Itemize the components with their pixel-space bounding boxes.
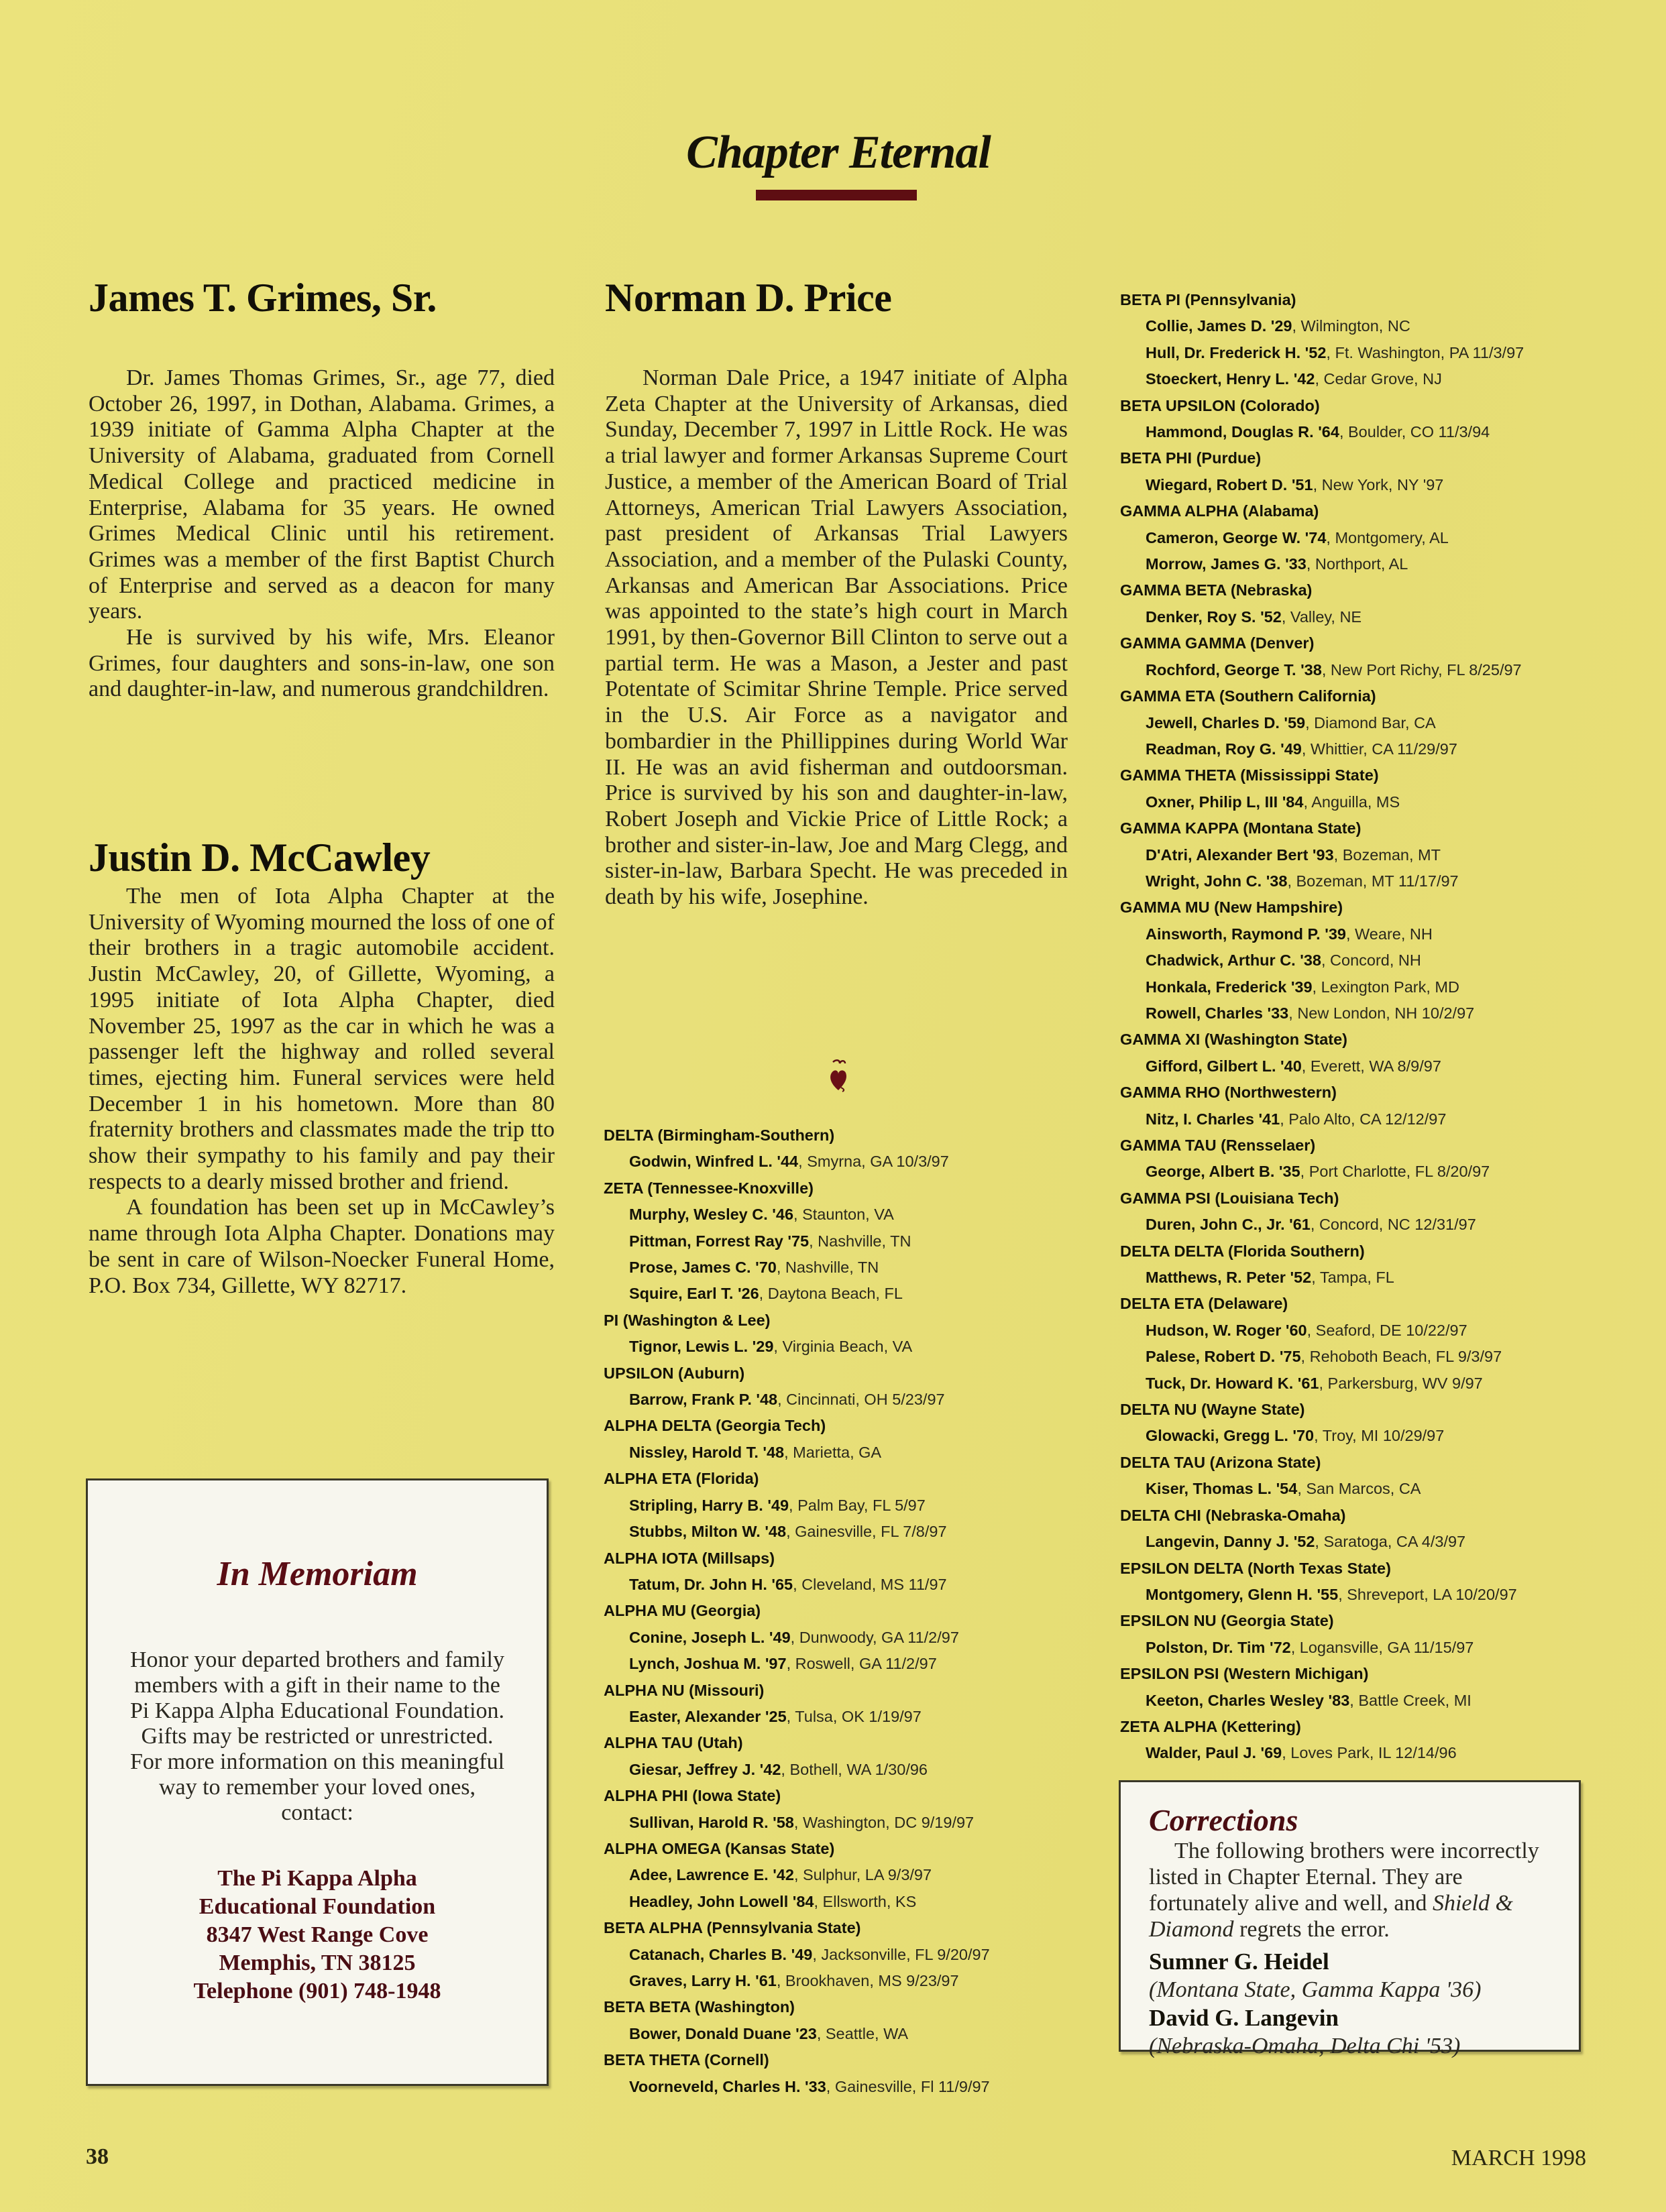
member-name: Oxner, Philip L, III '84 bbox=[1146, 793, 1304, 811]
list-item bbox=[1120, 710, 1590, 736]
list-item bbox=[1120, 947, 1590, 974]
member-name: Hull, Dr. Frederick H. '52 bbox=[1146, 343, 1327, 361]
member-location-date: , Dunwoody, GA 11/2/97 bbox=[790, 1628, 959, 1646]
obituary-body-price bbox=[605, 365, 1068, 911]
member-name: Morrow, James G. '33 bbox=[1146, 555, 1307, 573]
list-item bbox=[604, 1942, 1073, 1968]
list-item bbox=[604, 1889, 1073, 1915]
obituary-heading-mccawley: Justin D. McCawley bbox=[89, 835, 431, 880]
member-name: Polston, Dr. Tim '72 bbox=[1146, 1638, 1291, 1656]
page-title: Chapter Eternal bbox=[686, 127, 991, 178]
member-name: Pittman, Forrest Ray '75 bbox=[629, 1232, 810, 1250]
list-item bbox=[1120, 1476, 1590, 1502]
member-name: Godwin, Winfred L. '44 bbox=[629, 1153, 799, 1171]
member-location-date: , Weare, NH bbox=[1345, 925, 1433, 943]
member-name: Tatum, Dr. John H. '65 bbox=[629, 1575, 793, 1593]
member-location-date: , Troy, MI 10/29/97 bbox=[1314, 1427, 1445, 1445]
chapter-heading: BETA BETA (Washington) bbox=[604, 1998, 795, 2016]
list-item bbox=[1120, 868, 1590, 894]
member-location-date: , Cedar Grove, NJ bbox=[1315, 370, 1442, 388]
list-item bbox=[604, 1493, 1073, 1519]
list-item bbox=[604, 1704, 1073, 1730]
chapter-eternal-list-middle bbox=[604, 1122, 1073, 2100]
chapter-heading: DELTA (Birmingham-Southern) bbox=[604, 1126, 835, 1144]
member-name: Murphy, Wesley C. '46 bbox=[629, 1206, 794, 1224]
list-item bbox=[1120, 1740, 1590, 1766]
member-name: Prose, James C. '70 bbox=[629, 1259, 777, 1277]
member-name: George, Albert B. '35 bbox=[1146, 1163, 1300, 1181]
member-name: Langevin, Danny J. '52 bbox=[1146, 1533, 1315, 1551]
member-name: Squire, Earl T. '26 bbox=[629, 1285, 759, 1303]
list-item bbox=[604, 1149, 1073, 1175]
list-item bbox=[1120, 1159, 1590, 1185]
list-item bbox=[1120, 525, 1590, 551]
member-location-date: , Logansville, GA 11/15/97 bbox=[1290, 1638, 1474, 1656]
member-location-date: , Rehoboth Beach, FL 9/3/97 bbox=[1300, 1348, 1502, 1366]
member-location-date: , Concord, NC 12/31/97 bbox=[1310, 1216, 1476, 1234]
member-name: Palese, Robert D. '75 bbox=[1146, 1348, 1301, 1366]
chapter-heading: BETA PHI (Purdue) bbox=[1120, 449, 1262, 467]
chapter-heading: ALPHA MU (Georgia) bbox=[604, 1602, 761, 1620]
in-memoriam-title: In Memoriam bbox=[217, 1555, 418, 1593]
member-location-date: , Smyrna, GA 10/3/97 bbox=[798, 1153, 949, 1171]
list-item bbox=[604, 1862, 1073, 1888]
member-location-date: , Battle Creek, MI bbox=[1349, 1691, 1471, 1709]
chapter-heading: GAMMA TAU (Rensselaer) bbox=[1120, 1137, 1316, 1154]
list-item bbox=[1120, 736, 1590, 762]
member-name: Kiser, Thomas L. '54 bbox=[1146, 1480, 1298, 1498]
member-name: Jewell, Charles D. '59 bbox=[1146, 713, 1306, 732]
member-location-date: , New York, NY '97 bbox=[1313, 475, 1444, 493]
member-location-date: , Bozeman, MT 11/17/97 bbox=[1287, 872, 1459, 890]
member-location-date: , Brookhaven, MS 9/23/97 bbox=[776, 1972, 959, 1989]
member-location-date: , Ellsworth, KS bbox=[814, 1892, 917, 1910]
member-location-date: , Staunton, VA bbox=[793, 1206, 894, 1224]
member-location-date: , Jacksonville, FL 9/20/97 bbox=[812, 1945, 990, 1963]
list-item bbox=[1120, 313, 1590, 339]
member-location-date: , Saratoga, CA 4/3/97 bbox=[1315, 1533, 1466, 1551]
list-item bbox=[1120, 551, 1590, 577]
member-location-date: , Tampa, FL bbox=[1311, 1269, 1394, 1287]
heart-ornament-icon bbox=[825, 1058, 852, 1093]
list-item bbox=[1120, 1053, 1590, 1080]
member-name: Nitz, I. Charles '41 bbox=[1146, 1110, 1280, 1128]
obituary-paragraph: The men of Iota Alpha Chapter at the University of Wyoming mourned the loss of one of their brothers in a tragic automobile accident. Justin McCawley, 20, of Gillette, Wyoming, a 1995 initiate of Iota Alpha Chapter, died November 25, 1997 as the car in which he was a passenger left the highway and rolled several times, ejecting him. Funeral services were held December 1 in his hometown. More than 80 fraternity brothers and classmates made the trip tto show their sympathy to his family and pay their respects to a dearly missed brother and friend. bbox=[89, 884, 555, 1194]
member-location-date: , Boulder, CO 11/3/94 bbox=[1339, 423, 1490, 441]
member-location-date: , San Marcos, CA bbox=[1297, 1480, 1421, 1498]
list-item bbox=[1120, 1318, 1590, 1344]
list-item bbox=[1120, 1582, 1590, 1608]
list-item bbox=[1120, 842, 1590, 868]
list-item bbox=[1120, 1688, 1590, 1714]
member-location-date: , Wilmington, NC bbox=[1292, 317, 1410, 335]
list-item bbox=[604, 1255, 1073, 1281]
publication-name: Shield & Diamond bbox=[1149, 1891, 1513, 1942]
member-name: Duren, John C., Jr. '61 bbox=[1146, 1216, 1311, 1234]
chapter-heading: UPSILON (Auburn) bbox=[604, 1364, 745, 1382]
member-location-date: , Diamond Bar, CA bbox=[1305, 713, 1436, 732]
chapter-heading: GAMMA THETA (Mississippi State) bbox=[1120, 766, 1379, 784]
chapter-heading: DELTA DELTA (Florida Southern) bbox=[1120, 1242, 1365, 1260]
list-item bbox=[1120, 1635, 1590, 1661]
chapter-heading: EPSILON PSI (Western Michigan) bbox=[1120, 1665, 1369, 1683]
chapter-heading: DELTA CHI (Nebraska-Omaha) bbox=[1120, 1506, 1346, 1524]
list-item bbox=[1120, 340, 1590, 366]
member-location-date: , New London, NH 10/2/97 bbox=[1288, 1004, 1475, 1022]
list-item bbox=[604, 1968, 1073, 1994]
chapter-heading: GAMMA BETA (Nebraska) bbox=[1120, 581, 1313, 599]
list-item bbox=[1120, 1265, 1590, 1291]
member-name: Collie, James D. '29 bbox=[1146, 317, 1292, 335]
correction-detail: (Nebraska-Omaha, Delta Chi '53) bbox=[1149, 2034, 1461, 2058]
obituary-paragraph: Norman Dale Price, a 1947 initiate of Alpha Zeta Chapter at the University of Arkansas, died Sunday, December 7, 1997 in Little Rock. He was a trial lawyer and former Arkansas Supreme Court Justice, a member of the American Board of Trial Attorneys, American Trial Lawyers Association, past president of Arkansas Trial Lawyers Association, and a member of the Pulaski County, Arkansas and American Bar Associations. Price was appointed to the state’s high court in March 1991, by then-Governor Bill Clinton to serve out a partial term. He was a Mason, a Jester and past Potentate of Scimitar Shrine Temple. Price served in the U.S. Air Force as a navigator and bombardier in the Phillippines during World War II. He was an avid fisherman and outdoorsman. Price is survived by his son and daughter-in-law, Robert Joseph and Vickie Price of Little Rock; a brother and sister-in-law, Joe and Marg Clegg, and sister-in-law, Barbara Specht. He was preceded in death by his wife, Josephine. bbox=[605, 365, 1068, 910]
member-location-date: , Roswell, GA 11/2/97 bbox=[786, 1655, 937, 1673]
member-name: Conine, Joseph L. '49 bbox=[629, 1628, 791, 1646]
list-item bbox=[604, 1625, 1073, 1651]
member-name: Giesar, Jeffrey J. '42 bbox=[629, 1760, 781, 1778]
list-item bbox=[1120, 1423, 1590, 1449]
chapter-heading: ALPHA IOTA (Millsaps) bbox=[604, 1549, 775, 1567]
list-item bbox=[1120, 789, 1590, 815]
list-item bbox=[604, 1228, 1073, 1255]
member-name: Headley, John Lowell '84 bbox=[629, 1892, 814, 1910]
member-location-date: , Cincinnati, OH 5/23/97 bbox=[777, 1391, 945, 1409]
chapter-heading: EPSILON NU (Georgia State) bbox=[1120, 1612, 1334, 1630]
member-name: Keeton, Charles Wesley '83 bbox=[1146, 1691, 1350, 1709]
member-location-date: , Marietta, GA bbox=[784, 1443, 882, 1461]
member-name: Matthews, R. Peter '52 bbox=[1146, 1269, 1312, 1287]
contact-org-line: The Pi Kappa Alpha bbox=[217, 1866, 417, 1891]
member-name: Rochford, George T. '38 bbox=[1146, 660, 1322, 679]
member-location-date: , Nashville, TN bbox=[776, 1259, 879, 1277]
chapter-heading: ALPHA TAU (Utah) bbox=[604, 1734, 743, 1752]
chapter-heading: ALPHA ETA (Florida) bbox=[604, 1470, 759, 1488]
member-name: D'Atri, Alexander Bert '93 bbox=[1146, 846, 1334, 864]
list-item bbox=[1120, 974, 1590, 1000]
chapter-heading: BETA UPSILON (Colorado) bbox=[1120, 396, 1320, 414]
contact-org-line: Educational Foundation bbox=[199, 1894, 436, 1919]
chapter-heading: GAMMA XI (Washington State) bbox=[1120, 1031, 1347, 1049]
chapter-heading: GAMMA ETA (Southern California) bbox=[1120, 687, 1376, 705]
corrections-box bbox=[1119, 1780, 1581, 2058]
obituary-heading-price: Norman D. Price bbox=[605, 276, 892, 320]
list-item bbox=[604, 2074, 1073, 2100]
chapter-heading: GAMMA ALPHA (Alabama) bbox=[1120, 502, 1319, 520]
list-item bbox=[604, 1572, 1073, 1598]
chapter-heading: PI (Washington & Lee) bbox=[604, 1311, 771, 1329]
list-item bbox=[1120, 921, 1590, 947]
member-name: Readman, Roy G. '49 bbox=[1146, 740, 1302, 758]
corrections-title: Corrections bbox=[1149, 1803, 1298, 1837]
member-location-date: , Loves Park, IL 12/14/96 bbox=[1282, 1744, 1457, 1762]
member-location-date: , Palm Bay, FL 5/97 bbox=[789, 1496, 926, 1514]
foundation-contact bbox=[88, 1865, 547, 2005]
list-item bbox=[1120, 472, 1590, 498]
chapter-heading: DELTA ETA (Delaware) bbox=[1120, 1295, 1288, 1313]
obituary-heading-grimes: James T. Grimes, Sr. bbox=[89, 276, 437, 320]
list-item bbox=[604, 1757, 1073, 1783]
member-location-date: , Seattle, WA bbox=[816, 2024, 909, 2042]
chapter-heading: EPSILON DELTA (North Texas State) bbox=[1120, 1559, 1391, 1577]
list-item bbox=[604, 1519, 1073, 1545]
member-name: Stubbs, Milton W. '48 bbox=[629, 1523, 787, 1541]
member-location-date: , Whittier, CA 11/29/97 bbox=[1301, 740, 1457, 758]
member-name: Wiegard, Robert D. '51 bbox=[1146, 475, 1313, 493]
member-location-date: , Seaford, DE 10/22/97 bbox=[1307, 1321, 1467, 1339]
member-location-date: , Ft. Washington, PA 11/3/97 bbox=[1326, 343, 1524, 361]
member-name: Stripling, Harry B. '49 bbox=[629, 1496, 789, 1514]
member-location-date: , Everett, WA 8/9/97 bbox=[1301, 1057, 1441, 1075]
member-location-date: , Montgomery, AL bbox=[1326, 528, 1449, 546]
member-location-date: , Bothell, WA 1/30/96 bbox=[781, 1760, 928, 1778]
member-name: Montgomery, Glenn H. '55 bbox=[1146, 1585, 1339, 1603]
contact-telephone: Telephone (901) 748-1948 bbox=[193, 1979, 441, 2003]
chapter-heading: ZETA ALPHA (Kettering) bbox=[1120, 1717, 1301, 1735]
member-location-date: , Anguilla, MS bbox=[1303, 793, 1400, 811]
list-item bbox=[604, 1281, 1073, 1307]
list-item bbox=[1120, 419, 1590, 445]
list-item bbox=[604, 1334, 1073, 1360]
list-item bbox=[1120, 1000, 1590, 1027]
member-name: Sullivan, Harold R. '58 bbox=[629, 1813, 794, 1831]
member-name: Ainsworth, Raymond P. '39 bbox=[1146, 925, 1346, 943]
member-location-date: , Washington, DC 9/19/97 bbox=[793, 1813, 975, 1831]
member-location-date: , New Port Richy, FL 8/25/97 bbox=[1321, 660, 1522, 679]
member-name: Catanach, Charles B. '49 bbox=[629, 1945, 813, 1963]
chapter-heading: GAMMA KAPPA (Montana State) bbox=[1120, 819, 1362, 837]
correction-name: David G. Langevin bbox=[1149, 2005, 1339, 2031]
obituary-body-grimes bbox=[89, 365, 555, 703]
list-item bbox=[1120, 1371, 1590, 1397]
member-name: Rowell, Charles '33 bbox=[1146, 1004, 1289, 1022]
list-item bbox=[1120, 1106, 1590, 1132]
member-location-date: , Parkersburg, WV 9/97 bbox=[1319, 1374, 1483, 1392]
correction-detail: (Montana State, Gamma Kappa '36) bbox=[1149, 1977, 1482, 2002]
member-location-date: , Palo Alto, CA 12/12/97 bbox=[1280, 1110, 1447, 1128]
list-item bbox=[1120, 1529, 1590, 1555]
member-name: Graves, Larry H. '61 bbox=[629, 1972, 777, 1989]
member-name: Walder, Paul J. '69 bbox=[1146, 1744, 1282, 1762]
corrections-text: The following brothers were incorrectly listed in Chapter Eternal. They are fortunately alive and well, and Shield & Diamond regrets the error. bbox=[1149, 1839, 1539, 1942]
list-item bbox=[604, 1387, 1073, 1413]
member-name: Hammond, Douglas R. '64 bbox=[1146, 423, 1339, 441]
member-location-date: , Cleveland, MS 11/97 bbox=[793, 1575, 947, 1593]
member-location-date: , Nashville, TN bbox=[809, 1232, 911, 1250]
member-name: Cameron, George W. '74 bbox=[1146, 528, 1327, 546]
member-name: Barrow, Frank P. '48 bbox=[629, 1391, 778, 1409]
in-memoriam-box bbox=[86, 1478, 549, 2086]
member-location-date: , Bozeman, MT bbox=[1333, 846, 1441, 864]
member-location-date: , Valley, NE bbox=[1281, 607, 1362, 626]
member-name: Nissley, Harold T. '48 bbox=[629, 1443, 785, 1461]
member-name: Honkala, Frederick '39 bbox=[1146, 978, 1313, 996]
chapter-heading: DELTA TAU (Arizona State) bbox=[1120, 1453, 1321, 1471]
title-underline-bar bbox=[756, 190, 917, 200]
chapter-heading: GAMMA MU (New Hampshire) bbox=[1120, 898, 1343, 917]
member-location-date: , Virginia Beach, VA bbox=[773, 1338, 913, 1356]
list-item bbox=[604, 1810, 1073, 1836]
member-name: Glowacki, Gregg L. '70 bbox=[1146, 1427, 1315, 1445]
member-location-date: , Tulsa, OK 1/19/97 bbox=[786, 1707, 922, 1725]
chapter-heading: ALPHA NU (Missouri) bbox=[604, 1681, 765, 1699]
member-name: Bower, Donald Duane '23 bbox=[629, 2024, 817, 2042]
list-item bbox=[1120, 657, 1590, 683]
chapter-heading: DELTA NU (Wayne State) bbox=[1120, 1401, 1305, 1419]
member-name: Wright, John C. '38 bbox=[1146, 872, 1288, 890]
obituary-paragraph: A foundation has been set up in McCawley’s name through Iota Alpha Chapter. Donations may be sent in care of Wilson-Noecker Funeral Home, P.O. Box 734, Gillette, WY 82717. bbox=[89, 1195, 555, 1298]
member-location-date: , Sulphur, LA 9/3/97 bbox=[793, 1866, 932, 1884]
chapter-heading: BETA ALPHA (Pennsylvania State) bbox=[604, 1919, 861, 1937]
member-name: Voorneveld, Charles H. '33 bbox=[629, 2077, 826, 2095]
obituary-paragraph: He is survived by his wife, Mrs. Eleanor Grimes, four daughters and sons-in-law, one son and daughter-in-law, and numerous grandchildren. bbox=[89, 625, 555, 702]
list-item bbox=[1120, 1212, 1590, 1238]
chapter-heading: ALPHA OMEGA (Kansas State) bbox=[604, 1839, 835, 1857]
member-name: Tignor, Lewis L. '29 bbox=[629, 1338, 774, 1356]
chapter-eternal-list-right bbox=[1120, 287, 1590, 1767]
page-number: 38 bbox=[86, 2144, 109, 2169]
member-name: Tuck, Dr. Howard K. '61 bbox=[1146, 1374, 1319, 1392]
chapter-heading: GAMMA PSI (Louisiana Tech) bbox=[1120, 1189, 1339, 1207]
chapter-heading: GAMMA RHO (Northwestern) bbox=[1120, 1084, 1337, 1102]
issue-date: MARCH 1998 bbox=[1451, 2146, 1586, 2170]
chapter-heading: ALPHA DELTA (Georgia Tech) bbox=[604, 1417, 826, 1435]
contact-address: 8347 West Range Cove bbox=[206, 1922, 429, 1947]
list-item bbox=[604, 1651, 1073, 1677]
member-location-date: , Gainesville, Fl 11/9/97 bbox=[826, 2077, 990, 2095]
member-location-date: , Daytona Beach, FL bbox=[759, 1285, 903, 1303]
obituary-body-mccawley bbox=[89, 884, 555, 1299]
member-name: Lynch, Joshua M. '97 bbox=[629, 1655, 787, 1673]
list-item bbox=[604, 1440, 1073, 1466]
list-item bbox=[604, 2021, 1073, 2047]
member-name: Adee, Lawrence E. '42 bbox=[629, 1866, 794, 1884]
member-location-date: , Shreveport, LA 10/20/97 bbox=[1338, 1585, 1517, 1603]
member-location-date: , Concord, NH bbox=[1321, 951, 1421, 970]
member-location-date: , Gainesville, FL 7/8/97 bbox=[786, 1523, 947, 1541]
list-item bbox=[1120, 604, 1590, 630]
chapter-heading: BETA THETA (Cornell) bbox=[604, 2051, 769, 2069]
member-location-date: , Port Charlotte, FL 8/20/97 bbox=[1300, 1163, 1490, 1181]
chapter-heading: ZETA (Tennessee-Knoxville) bbox=[604, 1179, 814, 1197]
member-name: Hudson, W. Roger '60 bbox=[1146, 1321, 1307, 1339]
member-name: Stoeckert, Henry L. '42 bbox=[1146, 370, 1315, 388]
obituary-paragraph: Dr. James Thomas Grimes, Sr., age 77, died October 26, 1997, in Dothan, Alabama. Grimes, a 1939 initiate of Gamma Alpha Chapter at the University of Alabama, graduated from Cornell Medical College and practiced medicine in Enterprise, Alabama for 35 years. He owned Grimes Medical Clinic until his retirement. Grimes was a member of the first Baptist Church of Enterprise and served as a deacon for many years. bbox=[89, 365, 555, 624]
chapter-heading: BETA PI (Pennsylvania) bbox=[1120, 291, 1296, 308]
contact-city: Memphis, TN 38125 bbox=[219, 1951, 416, 1975]
correction-name: Sumner G. Heidel bbox=[1149, 1948, 1329, 1975]
member-name: Chadwick, Arthur C. '38 bbox=[1146, 951, 1321, 970]
chapter-heading: GAMMA GAMMA (Denver) bbox=[1120, 634, 1315, 652]
member-name: Easter, Alexander '25 bbox=[629, 1707, 787, 1725]
in-memoriam-text: Honor your departed brothers and family members with a gift in their name to the Pi Kappa Alpha Educational Foundation. Gifts may be restricted or unrestricted. For more information on this meaningful way to remember your loved ones, contact: bbox=[129, 1647, 505, 1825]
list-item bbox=[604, 1202, 1073, 1228]
member-location-date: , Northport, AL bbox=[1306, 555, 1408, 573]
list-item bbox=[1120, 1344, 1590, 1370]
member-name: Gifford, Gilbert L. '40 bbox=[1146, 1057, 1302, 1075]
member-name: Denker, Roy S. '52 bbox=[1146, 607, 1282, 626]
member-location-date: , Lexington Park, MD bbox=[1312, 978, 1459, 996]
list-item bbox=[1120, 366, 1590, 392]
chapter-heading: ALPHA PHI (Iowa State) bbox=[604, 1787, 781, 1805]
